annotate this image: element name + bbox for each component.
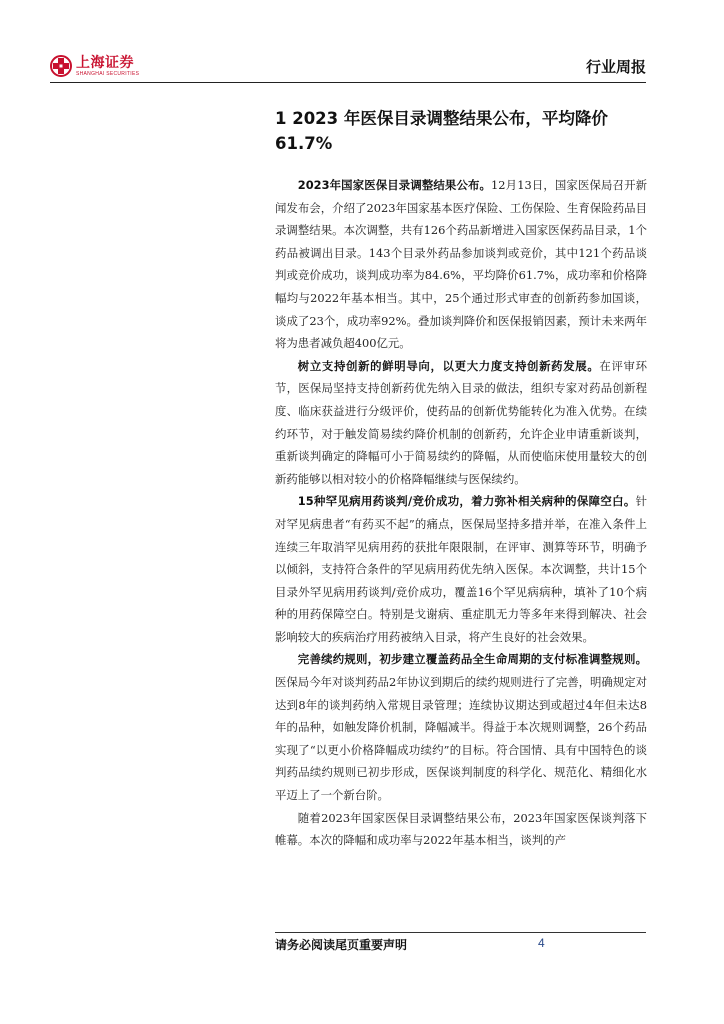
paragraph-lead: 树立支持创新的鲜明导向，以更大力度支持创新药发展。	[297, 358, 600, 373]
body-text	[275, 174, 647, 852]
paragraph	[275, 648, 647, 806]
paragraph	[275, 174, 647, 355]
logo-english-name: SHANGHAI SECURITIES	[76, 70, 140, 77]
header-divider	[50, 82, 646, 83]
paragraph-text: 医保局今年对谈判药品2年协议到期后的续约规则进行了完善，明确规定对达到8年的谈判药纳入常规目录管理；连续协议期达到或超过4年但未达8年的品种，如触发降价机制，降幅减半。得益于本次规则调整，26个药品实现了“以更小价格降幅成功续约”的目标。符合国情、具有中国特色的谈判药品续约规则已初步形成，医保谈判制度的科学化、规范化、精细化水平迈上了一个新台阶。	[275, 675, 647, 803]
logo-chinese-name: 上海证券	[76, 54, 134, 71]
paragraph	[275, 490, 647, 648]
disclaimer-notice: 请务必阅读尾页重要声明	[275, 938, 408, 952]
paragraph-text: 在评审环节，医保局坚持支持创新药优先纳入目录的做法，组织专家对药品创新程度、临床获益进行分级评价，使药品的创新优势能转化为准入优势。在续约环节，对于触发简易续约降价机制的创新药，允许企业申请重新谈判，重新谈判确定的降幅可小于简易续约的降幅，从而使临床使用量较大的创新药能够以相对较小的价格降幅继续与医保续约。	[275, 358, 647, 486]
paragraph-lead: 完善续约规则，初步建立覆盖药品全生命周期的支付标准调整规则。	[297, 652, 647, 667]
paragraph-text: 12月13日，国家医保局召开新闻发布会，介绍了2023年国家基本医疗保险、工伤保险、生育保险药品目录调整结果。本次调整，共有126个药品新增进入国家医保药品目录，1个药品被调出目录。143个目录外药品参加谈判或竞价，其中121个药品谈判或竞价成功，谈判成功率为84.6%，平均降价61.7%，成功率和价格降幅均与2022年基本相当。其中，25个通过形式审查的创新药参加国谈，谈成了23个，成功率92%。叠加谈判降价和医保报销因素，预计未来两年将为患者减负超400亿元。	[275, 178, 647, 351]
paragraph-text: 针对罕见病患者“有药买不起”的痛点，医保局坚持多措并举，在准入条件上连续三年取消罕见病用药的获批年限限制，在评审、测算等环节，明确予以倾斜，支持符合条件的罕见病用药优先纳入医保。本次调整，共计15个目录外罕见病用药谈判/竞价成功，覆盖16个罕见病病种，填补了10个病种的用药保障空白。特别是戈谢病、重症肌无力等多年来得到解决、社会影响较大的疾病治疗用药被纳入目录，将产生良好的社会效果。	[275, 494, 647, 644]
footer-divider	[275, 932, 646, 933]
paragraph-text: 随着2023年国家医保目录调整结果公布，2023年国家医保谈判落下帷幕。本次的降幅和成功率与2022年基本相当，谈判的产	[275, 810, 647, 848]
logo-emblem-icon	[50, 55, 72, 77]
page-number: 4	[538, 936, 545, 950]
section-heading: 1 2023 年医保目录调整结果公布，平均降价 61.7%	[275, 109, 608, 153]
report-type-label: 行业周报	[585, 58, 646, 76]
paragraph	[275, 807, 647, 852]
paragraph	[275, 355, 647, 491]
paragraph-lead: 2023年国家医保目录调整结果公布。	[297, 178, 492, 192]
company-logo	[50, 55, 139, 77]
paragraph-lead: 15种罕见病用药谈判/竞价成功，着力弥补相关病种的保障空白。	[297, 494, 636, 509]
